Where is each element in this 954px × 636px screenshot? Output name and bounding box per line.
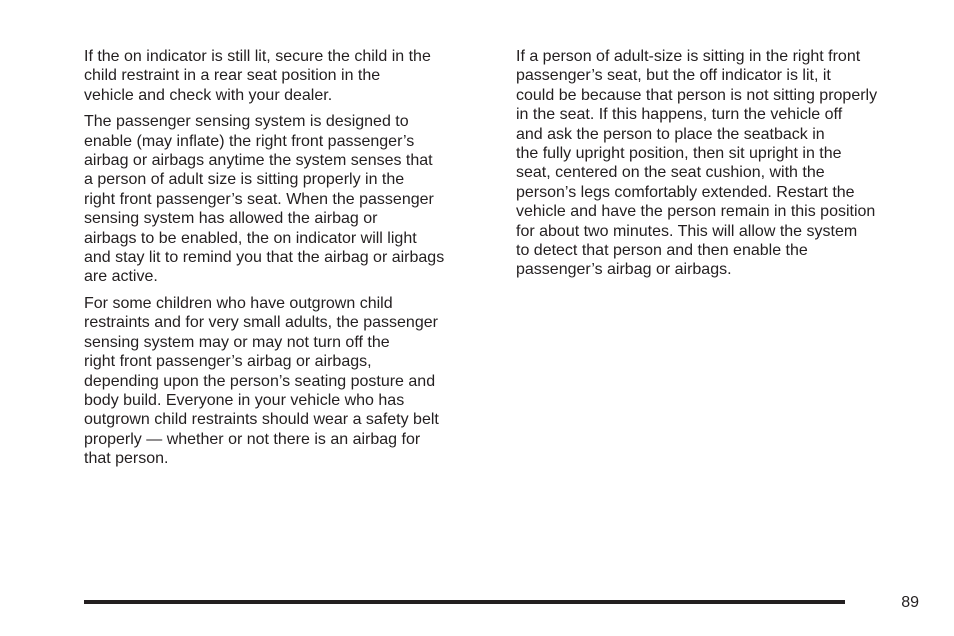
text-line: body build. Everyone in your vehicle who has [84, 391, 405, 409]
text-line: the fully upright position, then sit upright in the [516, 145, 842, 163]
text-line: depending upon the person’s seating posture and [84, 372, 436, 390]
paragraph [516, 47, 928, 280]
text-line: passenger’s airbag or airbags. [516, 261, 732, 279]
text-line: airbags to be enabled, the on indicator will light [84, 229, 417, 247]
text-line: vehicle and check with your dealer. [84, 86, 333, 104]
text-line: If a person of adult-size is sitting in the right front [516, 48, 861, 65]
footer-rule [84, 600, 845, 604]
text-line: child restraint in a rear seat position in the [84, 67, 381, 85]
text-line: that person. [84, 450, 169, 468]
text-line: in the seat. If this happens, turn the vehicle off [516, 106, 843, 124]
text-line: a person of adult size is sitting properly in the [84, 171, 405, 189]
text-line: to detect that person and then enable the [516, 242, 808, 260]
paragraph [84, 47, 494, 105]
text-line: person’s legs comfortably extended. Restart the [516, 183, 855, 201]
right-text-column [516, 47, 928, 287]
text-line: right front passenger’s seat. When the passenger [84, 190, 434, 208]
text-line: airbag or airbags anytime the system senses that [84, 152, 433, 170]
text-line: right front passenger’s airbag or airbags, [84, 353, 372, 371]
text-line: If the on indicator is still lit, secure the child in the [84, 48, 431, 65]
text-line: and ask the person to place the seatback in [516, 125, 825, 143]
text-line: sensing system has allowed the airbag or [84, 210, 378, 228]
text-line: are active. [84, 268, 158, 286]
text-line: restraints and for very small adults, the passenger [84, 314, 438, 332]
text-line: and stay lit to remind you that the airbag or airbags [84, 249, 445, 267]
text-line: could be because that person is not sitting properly [516, 86, 878, 104]
text-line: enable (may inflate) the right front passenger’s [84, 132, 415, 150]
paragraph [84, 294, 494, 469]
text-line: sensing system may or may not turn off the [84, 333, 390, 351]
text-line: For some children who have outgrown child [84, 294, 393, 312]
text-line: for about two minutes. This will allow the system [516, 222, 858, 240]
page-number: 89 [901, 594, 919, 611]
text-line: vehicle and have the person remain in this position [516, 203, 876, 221]
left-text-column [84, 47, 494, 476]
text-line: passenger’s seat, but the off indicator is lit, it [516, 67, 831, 85]
text-line: properly — whether or not there is an airbag for [84, 430, 421, 448]
text-line: The passenger sensing system is designed to [84, 113, 409, 131]
paragraph [84, 112, 494, 287]
text-line: seat, centered on the seat cushion, with the [516, 164, 825, 182]
text-line: outgrown child restraints should wear a safety belt [84, 411, 439, 429]
